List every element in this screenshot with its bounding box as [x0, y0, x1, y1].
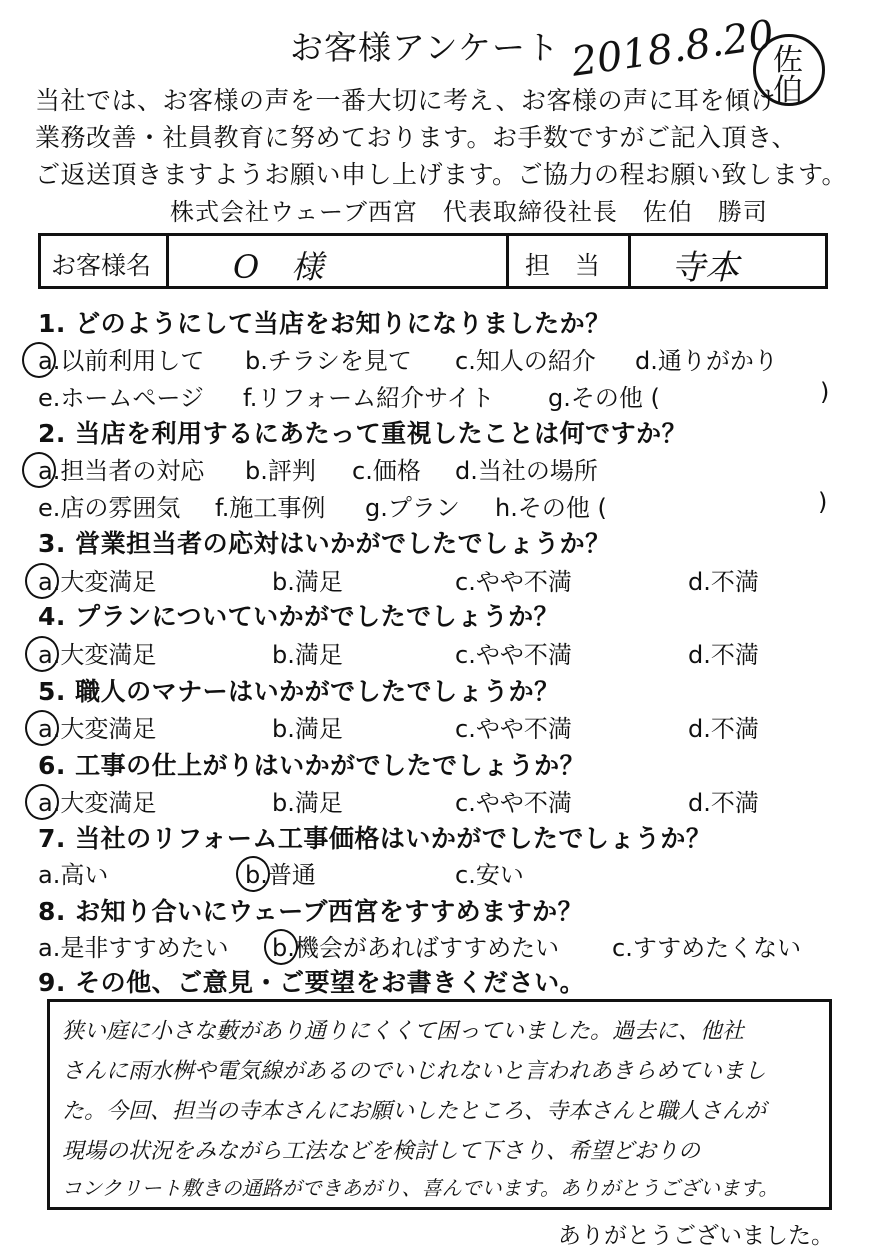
- intro-line: 業務改善・社員教育に努めております。お手数ですがご記入頂き、: [35, 123, 798, 152]
- q5-option-c: c.やや不満: [455, 715, 572, 743]
- q1-option-g: g.その他 (: [548, 384, 660, 412]
- question-2: 2. 当店を利用するにあたって重視したことは何ですか？: [38, 419, 688, 448]
- q1-option-f: f.リフォーム紹介サイト: [243, 384, 495, 412]
- q1-option-c: c.知人の紹介: [455, 347, 596, 375]
- question-6: 6. 工事の仕上がりはいかがでしたでしょうか？: [38, 751, 586, 780]
- q2-option-h-close: ): [818, 488, 828, 516]
- staff-value: 寺本: [671, 248, 739, 288]
- q3-option-d: d.不満: [688, 568, 759, 596]
- intro-text: [35, 82, 847, 193]
- q1-option-e: e.ホームページ: [38, 384, 204, 412]
- q7-option-c: c.安い: [455, 861, 524, 889]
- q7-option-a: a.高い: [38, 861, 109, 889]
- comment-line: さんに雨水桝や電気線があるのでいじれないと言われあきらめていまし: [62, 1059, 767, 1084]
- q3-option-b: b.満足: [272, 568, 343, 596]
- page-title: お客様アンケート: [290, 28, 561, 67]
- q2-option-d: d.当社の場所: [455, 457, 598, 485]
- staff-label: 担 当: [525, 251, 601, 280]
- q2-option-a: a.担当者の対応: [38, 457, 205, 485]
- q3-option-a: a.大変満足: [38, 568, 157, 596]
- question-8: 8. お知り合いにウェーブ西宮をすすめますか？: [38, 897, 584, 926]
- question-7: 7. 当社のリフォーム工事価格はいかがでしたでしょうか？: [38, 824, 712, 853]
- q1-option-b: b.チラシを見て: [245, 347, 412, 375]
- q8-option-b: b.機会があればすすめたい: [272, 934, 560, 962]
- customer-value: O 様: [233, 248, 324, 286]
- q4-option-c: c.やや不満: [455, 641, 572, 669]
- q2-option-c: c.価格: [352, 457, 421, 485]
- q4-option-b: b.満足: [272, 641, 343, 669]
- q4-option-d: d.不満: [688, 641, 759, 669]
- q1-option-g-close: ): [820, 378, 830, 406]
- customer-value-cell: [169, 236, 509, 286]
- company-line: 株式会社ウェーブ西宮 代表取締役社長 佐伯 勝司: [170, 198, 768, 226]
- customer-label: お客様名: [51, 251, 152, 280]
- staff-label-cell: [509, 236, 631, 286]
- comment-box: [47, 999, 832, 1210]
- q4-option-a: a.大変満足: [38, 641, 157, 669]
- seal-char-top: 佐: [773, 43, 803, 78]
- q5-option-a: a.大変満足: [38, 715, 157, 743]
- q2-option-g: g.プラン: [365, 494, 460, 522]
- q8-option-a: a.是非すすめたい: [38, 934, 229, 962]
- q1-option-a: a.以前利用して: [38, 347, 205, 375]
- q6-option-c: c.やや不満: [455, 789, 572, 817]
- q7-option-b: b.普通: [245, 861, 316, 889]
- q8-option-c: c.すすめたくない: [612, 934, 802, 962]
- question-5: 5. 職人のマナーはいかがでしたでしょうか？: [38, 677, 560, 706]
- q6-option-b: b.満足: [272, 789, 343, 817]
- q5-option-d: d.不満: [688, 715, 759, 743]
- seal-char-bottom: 伯: [773, 73, 803, 108]
- q2-option-b: b.評判: [245, 457, 316, 485]
- q5-option-b: b.満足: [272, 715, 343, 743]
- question-4: 4. プランについていかがでしたでしょうか？: [38, 602, 560, 631]
- q6-option-d: d.不満: [688, 789, 759, 817]
- question-9: 9. その他、ご意見・ご要望をお書きください。: [38, 968, 586, 997]
- intro-line: ご返送頂きますようお願い申し上げます。ご協力の程お願い致します。: [35, 160, 848, 189]
- comment-line: コンクリート敷きの通路ができあがり、喜んでいます。ありがとうございます。: [62, 1176, 779, 1200]
- question-1: 1. どのようにして当店をお知りになりましたか？: [38, 309, 611, 338]
- q3-option-c: c.やや不満: [455, 568, 572, 596]
- closing-text: ありがとうございました。: [558, 1223, 834, 1249]
- q1-option-d: d.通りがかり: [635, 347, 778, 375]
- customer-label-cell: [41, 236, 169, 286]
- comment-line: 狭い庭に小さな藪があり通りにくくて困っていました。過去に、他社: [62, 1019, 745, 1044]
- customer-info-box: [38, 233, 828, 289]
- q6-option-a: a.大変満足: [38, 789, 157, 817]
- staff-value-cell: [631, 236, 825, 286]
- question-3: 3. 営業担当者の応対はいかがでしたでしょうか？: [38, 529, 611, 558]
- q2-option-e: e.店の雰囲気: [38, 494, 181, 522]
- comment-line: 現場の状況をみながら工法などを検討して下さり、希望どおりの: [62, 1139, 701, 1164]
- comment-line: た。今回、担当の寺本さんにお願いしたところ、寺本さんと職人さんが: [62, 1099, 767, 1124]
- q2-option-f: f.施工事例: [215, 494, 326, 522]
- q2-option-h: h.その他 (: [495, 494, 607, 522]
- intro-line: 当社では、お客様の声を一番大切に考え、お客様の声に耳を傾け: [35, 86, 777, 115]
- handwritten-date: 2018.8.20: [568, 11, 777, 86]
